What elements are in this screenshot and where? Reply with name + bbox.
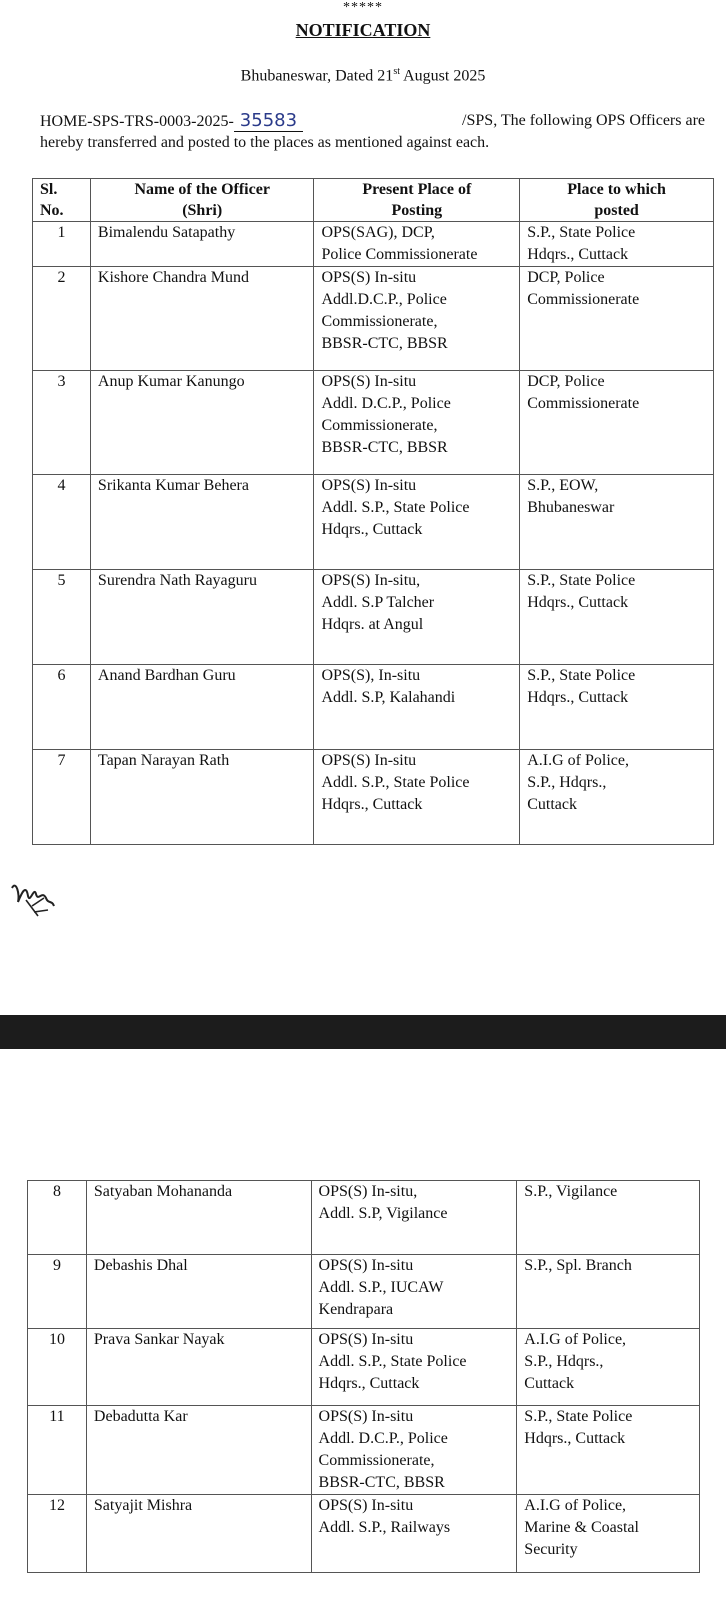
cell-posted: A.I.G of Police, Marine & Coastal Security (517, 1495, 700, 1573)
cell-sl: 6 (33, 665, 91, 750)
cell-sl: 1 (33, 222, 91, 267)
ref-suffix: /SPS, The following OPS Officers are (462, 112, 705, 129)
ref-block (40, 110, 303, 132)
cell-name: Satyaban Mohananda (86, 1181, 311, 1255)
header-posted: Place to which posted (520, 179, 714, 222)
cell-present: OPS(S) In-situ Addl. S.P., State Police Hdqrs., Cuttack (314, 750, 520, 845)
table-row (33, 222, 714, 267)
cell-sl: 9 (28, 1255, 87, 1329)
cell-present: OPS(S) In-situ, Addl. S.P, Vigilance (311, 1181, 517, 1255)
cell-name: Prava Sankar Nayak (86, 1329, 311, 1406)
cell-present: OPS(S) In-situ Addl. S.P., State Police Hdqrs., Cuttack (311, 1329, 517, 1406)
cell-name: Kishore Chandra Mund (90, 267, 314, 371)
table-row (28, 1495, 700, 1573)
intro-paragraph (40, 110, 705, 153)
cell-present: OPS(S) In-situ Addl.D.C.P., Police Commissionerate, BBSR-CTC, BBSR (314, 267, 520, 371)
cell-posted: S.P., State Police Hdqrs., Cuttack (517, 1406, 700, 1495)
ref-prefix: HOME-SPS-TRS-0003-2025- (40, 113, 234, 130)
cell-posted: DCP, Police Commissionerate (520, 371, 714, 475)
cell-name: Anup Kumar Kanungo (90, 371, 314, 475)
cell-posted: S.P., State Police Hdqrs., Cuttack (520, 570, 714, 665)
cell-sl: 3 (33, 371, 91, 475)
dated-prefix: Bhubaneswar, Dated 21 (240, 67, 394, 85)
transfer-table-page2 (27, 1180, 700, 1573)
cell-name: Anand Bardhan Guru (90, 665, 314, 750)
cell-sl: 7 (33, 750, 91, 845)
intro-line-2: hereby transferred and posted to the places as mentioned against each. (40, 134, 490, 151)
header-name: Name of the Officer (Shri) (90, 179, 314, 222)
table-header-row (33, 179, 714, 222)
table-row (33, 750, 714, 845)
cell-sl: 11 (28, 1406, 87, 1495)
transfer-table-page1 (32, 178, 714, 845)
cell-sl: 5 (33, 570, 91, 665)
cell-posted: S.P., Spl. Branch (517, 1255, 700, 1329)
cell-name: Debashis Dhal (86, 1255, 311, 1329)
header-stars: ***** (343, 0, 383, 15)
cell-sl: 10 (28, 1329, 87, 1406)
table-row (33, 371, 714, 475)
ref-number-handwritten: 35583 (234, 110, 303, 132)
cell-present: OPS(S) In-situ Addl. S.P., State Police Hdqrs., Cuttack (314, 475, 520, 570)
table-row (33, 570, 714, 665)
signature-mark (8, 876, 58, 921)
cell-name: Debadutta Kar (86, 1406, 311, 1495)
cell-posted: S.P., State Police Hdqrs., Cuttack (520, 665, 714, 750)
cell-name: Satyajit Mishra (86, 1495, 311, 1573)
cell-sl: 12 (28, 1495, 87, 1573)
dated-line (0, 66, 726, 85)
cell-present: OPS(S) In-situ Addl. S.P., IUCAW Kendrapara (311, 1255, 517, 1329)
page-title (0, 20, 726, 41)
page-separator-band (0, 1015, 726, 1049)
table-row (28, 1329, 700, 1406)
cell-sl: 8 (28, 1181, 87, 1255)
table-row (28, 1406, 700, 1495)
table-row (33, 665, 714, 750)
cell-present: OPS(S) In-situ, Addl. S.P Talcher Hdqrs. at Angul (314, 570, 520, 665)
cell-present: OPS(S) In-situ Addl. S.P., Railways (311, 1495, 517, 1573)
cell-name: Bimalendu Satapathy (90, 222, 314, 267)
dated-sup: st (393, 66, 400, 77)
table-row (33, 267, 714, 371)
cell-posted: S.P., Vigilance (517, 1181, 700, 1255)
cell-present: OPS(SAG), DCP, Police Commissionerate (314, 222, 520, 267)
dated-suffix: August 2025 (399, 67, 486, 85)
cell-posted: A.I.G of Police, S.P., Hdqrs., Cuttack (520, 750, 714, 845)
header-sl: Sl. No. (33, 179, 91, 222)
cell-posted: A.I.G of Police, S.P., Hdqrs., Cuttack (517, 1329, 700, 1406)
cell-present: OPS(S), In-situ Addl. S.P, Kalahandi (314, 665, 520, 750)
cell-name: Surendra Nath Rayaguru (90, 570, 314, 665)
table-row (28, 1255, 700, 1329)
cell-sl: 2 (33, 267, 91, 371)
cell-sl: 4 (33, 475, 91, 570)
table-row (28, 1181, 700, 1255)
cell-posted: S.P., EOW, Bhubaneswar (520, 475, 714, 570)
cell-posted: S.P., State Police Hdqrs., Cuttack (520, 222, 714, 267)
table-row (33, 475, 714, 570)
cell-name: Srikanta Kumar Behera (90, 475, 314, 570)
cell-posted: DCP, Police Commissionerate (520, 267, 714, 371)
title-text: NOTIFICATION (295, 20, 431, 40)
header-present: Present Place of Posting (314, 179, 520, 222)
cell-present: OPS(S) In-situ Addl. D.C.P., Police Commissionerate, BBSR-CTC, BBSR (314, 371, 520, 475)
cell-present: OPS(S) In-situ Addl. D.C.P., Police Commissionerate, BBSR-CTC, BBSR (311, 1406, 517, 1495)
reference-line (40, 110, 705, 132)
cell-name: Tapan Narayan Rath (90, 750, 314, 845)
